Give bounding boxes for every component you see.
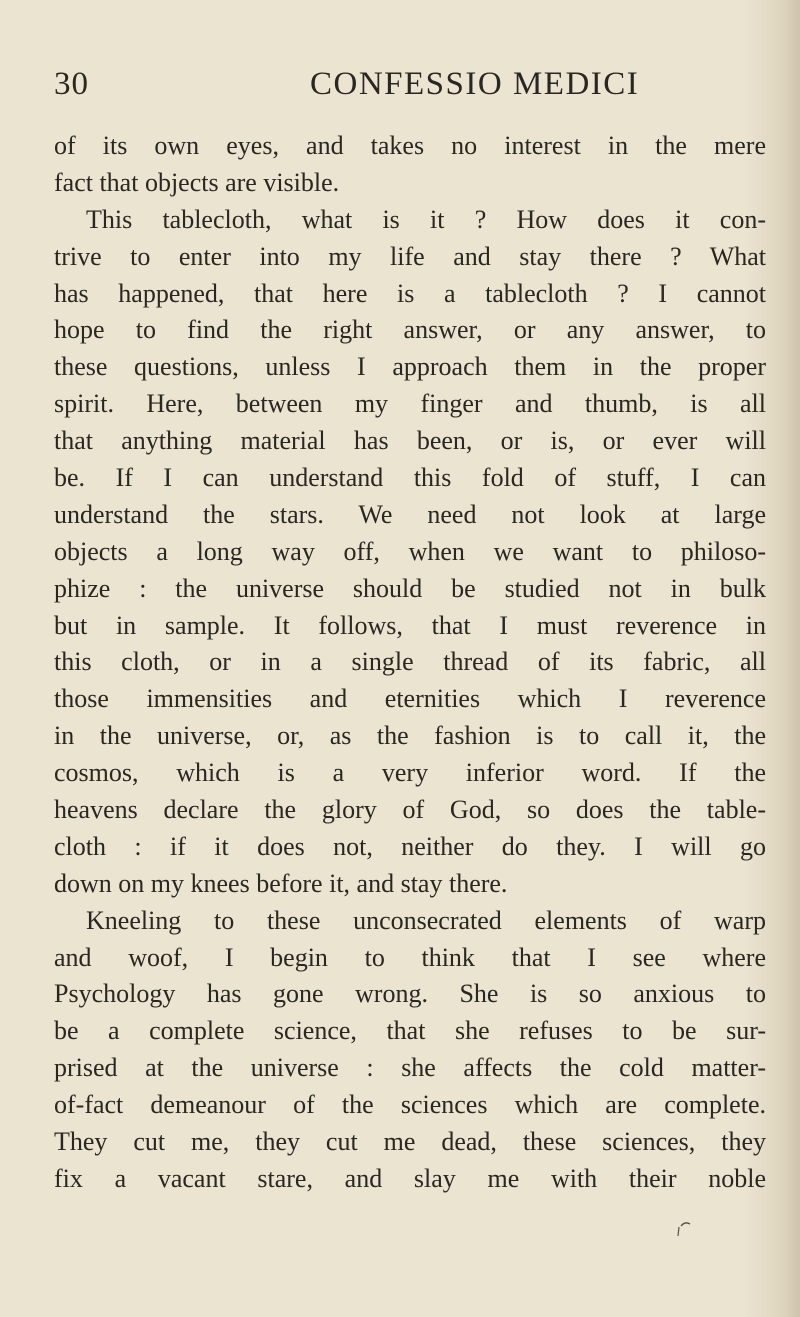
text-line: They cut me, they cut me dead, these sciences, they bbox=[54, 1127, 766, 1157]
text-line: fact that objects are visible. bbox=[54, 167, 340, 197]
text-line: that anything material has been, or is, or ever will bbox=[54, 426, 766, 456]
text-line: has happened, that here is a tablecloth ? I cannot bbox=[54, 278, 766, 308]
text-line: phize : the universe should be studied not in bulk bbox=[54, 573, 766, 603]
text-line: understand the stars. We need not look at large bbox=[54, 499, 766, 529]
text-line: fix a vacant stare, and slay me with their noble bbox=[54, 1163, 766, 1193]
text-line: Psychology has gone wrong. She is so anxious to bbox=[54, 979, 766, 1009]
text-line: in the universe, or, as the fashion is to call it, the bbox=[54, 721, 766, 751]
text-line: down on my knees before it, and stay there. bbox=[54, 868, 508, 898]
text-line: trive to enter into my life and stay there ? What bbox=[54, 241, 766, 271]
text-line: This tablecloth, what is it ? How does it con- bbox=[86, 204, 766, 234]
running-title: CONFESSIO MEDICI bbox=[310, 66, 640, 102]
text-line: cosmos, which is a very inferior word. If the bbox=[54, 758, 766, 788]
text-line: of its own eyes, and takes no interest in the mere bbox=[54, 131, 766, 160]
ink-speck-icon bbox=[676, 1218, 696, 1238]
body-text bbox=[54, 128, 766, 1198]
text-line: these questions, unless I approach them in the proper bbox=[54, 352, 766, 382]
text-line: be. If I can understand this fold of stuff, I can bbox=[54, 463, 766, 493]
text-line: hope to find the right answer, or any answer, to bbox=[54, 315, 766, 345]
text-line: Kneeling to these unconsecrated elements of warp bbox=[86, 905, 766, 935]
page-header bbox=[0, 62, 800, 106]
text-line: heavens declare the glory of God, so does the table- bbox=[54, 795, 766, 825]
text-line: be a complete science, that she refuses to be sur- bbox=[54, 1016, 766, 1046]
text-line: and woof, I begin to think that I see where bbox=[54, 942, 766, 972]
text-line: cloth : if it does not, neither do they. I will go bbox=[54, 831, 766, 861]
text-line: but in sample. It follows, that I must reverence in bbox=[54, 610, 766, 640]
text-line: of-fact demeanour of the sciences which are complete. bbox=[54, 1090, 766, 1120]
text-line: spirit. Here, between my finger and thumb, is all bbox=[54, 389, 766, 419]
page-number: 30 bbox=[54, 66, 89, 102]
text-line: prised at the universe : she affects the cold matter- bbox=[54, 1053, 766, 1083]
text-line: objects a long way off, when we want to philoso- bbox=[54, 536, 766, 566]
text-line: this cloth, or in a single thread of its fabric, all bbox=[54, 647, 766, 677]
text-line: those immensities and eternities which I reverence bbox=[54, 684, 766, 714]
